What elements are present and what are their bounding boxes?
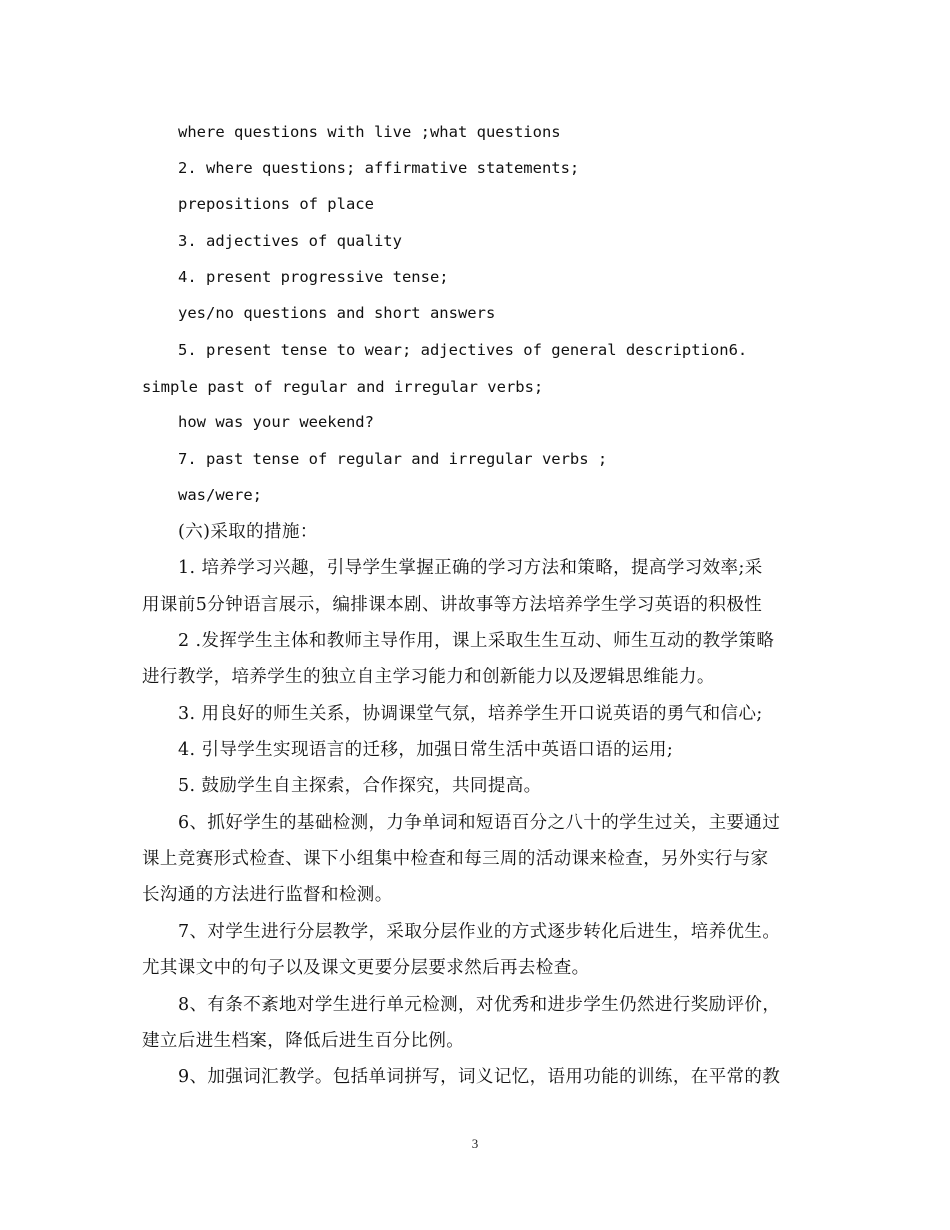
section-heading: (六)采取的措施： — [178, 522, 318, 542]
text-line: simple past of regular and irregular verbs; — [142, 378, 544, 396]
text-line: 4. present progressive tense; — [178, 268, 449, 286]
text-line: 9、加强词汇教学。包括单词拼写，词义记忆，语用功能的训练，在平常的教 — [178, 1067, 781, 1087]
text-line: yes/no questions and short answers — [178, 304, 496, 322]
page-number: 3 — [471, 1136, 479, 1151]
text-line: 2 .发挥学生主体和教师主导作用，课上采取生生互动、师生互动的教学策略 — [178, 631, 775, 651]
text-line: 7. past tense of regular and irregular verbs ; — [178, 450, 608, 468]
text-line: 8、有条不紊地对学生进行单元检测，对优秀和进步学生仍然进行奖励评价， — [178, 995, 781, 1015]
text-line: 3. adjectives of quality — [178, 232, 402, 250]
text-line: 进行教学，培养学生的独立自主学习能力和创新能力以及逻辑思维能力。 — [142, 667, 715, 687]
text-line: how was your weekend? — [178, 413, 374, 431]
text-line: 用课前5分钟语言展示，编排课本剧、讲故事等方法培养学生学习英语的积极性 — [142, 595, 763, 615]
text-line: 长沟通的方法进行监督和检测。 — [142, 885, 393, 905]
text-line: 5. 鼓励学生自主探索，合作探究，共同提高。 — [178, 776, 542, 796]
text-line: 5. present tense to wear; adjectives of general description6. — [178, 341, 748, 359]
text-line: prepositions of place — [178, 195, 374, 213]
text-line: 6、抓好学生的基础检测，力争单词和短语百分之八十的学生过关，主要通过 — [178, 813, 781, 833]
text-line: where questions with live ;what questions — [178, 123, 561, 141]
text-line: 7、对学生进行分层教学，采取分层作业的方式逐步转化后进生，培养优生。 — [178, 922, 781, 942]
text-line: 1. 培养学习兴趣，引导学生掌握正确的学习方法和策略，提高学习效率;采 — [178, 558, 763, 578]
text-line: 建立后进生档案，降低后进生百分比例。 — [142, 1031, 465, 1051]
text-line: 2. where questions; affirmative statements; — [178, 159, 580, 177]
text-line: 课上竞赛形式检查、课下小组集中检查和每三周的活动课来检查，另外实行与家 — [142, 849, 769, 869]
text-line: 尤其课文中的句子以及课文更要分层要求然后再去检查。 — [142, 958, 590, 978]
text-line: 3. 用良好的师生关系，协调课堂气氛，培养学生开口说英语的勇气和信心; — [178, 704, 763, 724]
text-line: 4. 引导学生实现语言的迁移，加强日常生活中英语口语的运用; — [178, 740, 674, 760]
text-line: was/were; — [178, 486, 262, 504]
